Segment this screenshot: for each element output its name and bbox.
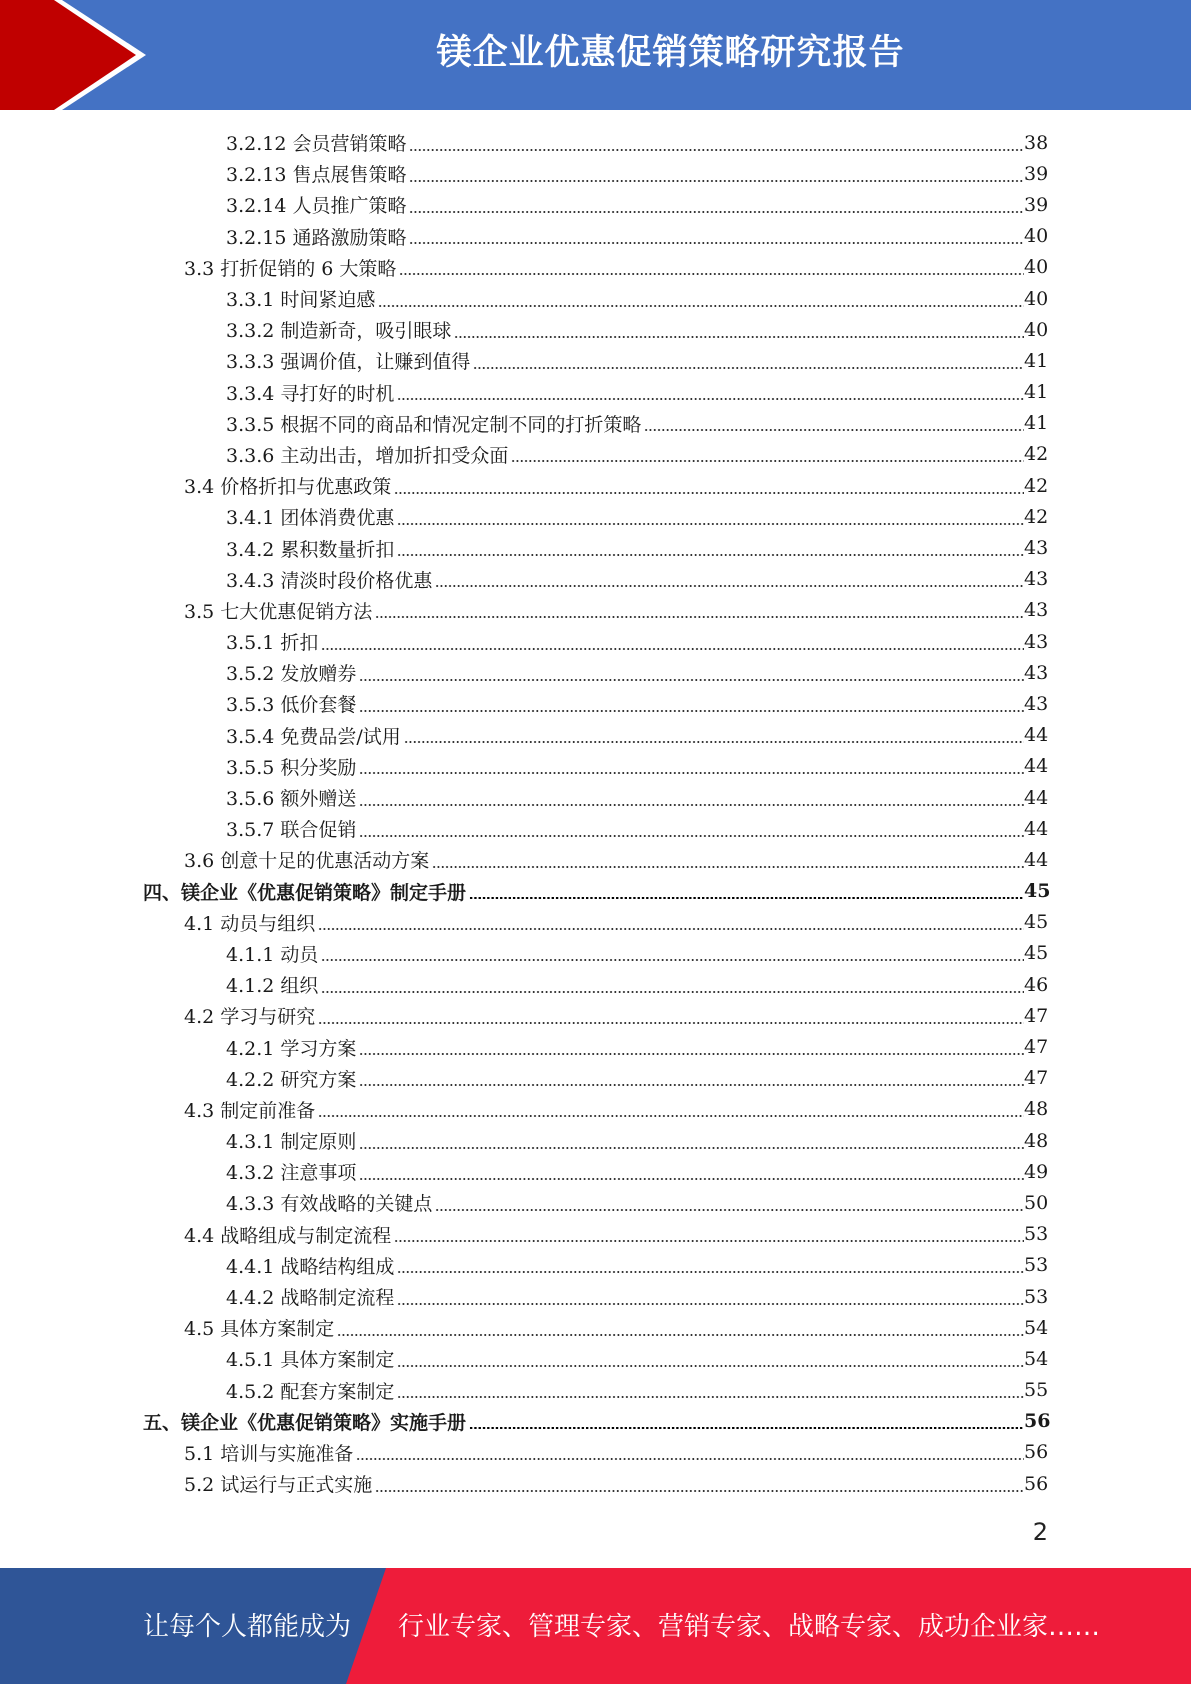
toc-entry[interactable] <box>0 595 1191 626</box>
toc-entry[interactable] <box>0 1187 1191 1218</box>
toc-entry-label: 4.3 制定前准备 <box>184 1099 316 1122</box>
toc-entry-label: 3.3.4 寻打好的时机 <box>226 382 395 405</box>
toc-dot-leader <box>378 305 1024 307</box>
toc-dot-leader <box>397 1303 1024 1305</box>
toc-entry[interactable] <box>0 189 1191 220</box>
toc-dot-leader <box>359 804 1024 806</box>
toc-dot-leader <box>397 554 1024 556</box>
toc-entry-label: 四、镁企业《优惠促销策略》制定手册 <box>143 881 467 904</box>
toc-entry-page: 56 <box>1024 1441 1049 1464</box>
toc-dot-leader <box>318 928 1024 930</box>
toc-entry-page: 54 <box>1024 1347 1049 1370</box>
toc-dot-leader <box>321 991 1024 993</box>
toc-entry-page: 53 <box>1024 1223 1049 1246</box>
toc-entry-label: 3.2.12 会员营销策略 <box>226 133 407 156</box>
toc-entry[interactable] <box>0 532 1191 563</box>
toc-entry-label: 3.2.15 通路激励策略 <box>226 226 407 249</box>
toc-dot-leader <box>397 523 1024 525</box>
toc-dot-leader <box>397 1365 1024 1367</box>
toc-dot-leader <box>359 1147 1024 1149</box>
toc-entry-label: 3.6 创意十足的优惠活动方案 <box>184 850 430 873</box>
toc-entry-label: 3.5.1 折扣 <box>226 632 319 655</box>
toc-entry[interactable] <box>0 1406 1191 1437</box>
toc-dot-leader <box>394 1240 1024 1242</box>
toc-entry[interactable] <box>0 314 1191 345</box>
toc-dot-leader <box>359 679 1024 681</box>
toc-entry-page: 39 <box>1024 193 1049 216</box>
toc-entry-label: 4.5 具体方案制定 <box>184 1318 335 1341</box>
toc-entry[interactable] <box>0 844 1191 875</box>
toc-dot-leader <box>454 336 1024 338</box>
toc-entry-page: 48 <box>1024 1129 1049 1152</box>
toc-entry[interactable] <box>0 283 1191 314</box>
toc-entry-page: 38 <box>1024 131 1049 154</box>
toc-dot-leader <box>321 959 1024 961</box>
toc-dot-leader <box>397 398 1024 400</box>
page-number: 2 <box>1032 1518 1048 1546</box>
toc-entry[interactable] <box>0 876 1191 907</box>
toc-entry-label: 4.4 战略组成与制定流程 <box>184 1224 392 1247</box>
toc-dot-leader <box>359 710 1024 712</box>
toc-entry[interactable] <box>0 1219 1191 1250</box>
toc-dot-leader <box>337 1334 1024 1336</box>
toc-dot-leader <box>318 1022 1024 1024</box>
toc-entry-label: 3.5.6 额外赠送 <box>226 788 357 811</box>
toc-entry-page: 48 <box>1024 1098 1049 1121</box>
toc-entry[interactable] <box>0 1375 1191 1406</box>
toc-entry[interactable] <box>0 1000 1191 1031</box>
toc-entry[interactable] <box>0 564 1191 595</box>
toc-entry-label: 4.2 学习与研究 <box>184 1006 316 1029</box>
toc-dot-leader <box>435 1209 1024 1211</box>
toc-entry-label: 3.3.5 根据不同的商品和情况定制不同的打折策略 <box>226 413 642 436</box>
toc-entry-page: 47 <box>1024 1067 1049 1090</box>
toc-entry-page: 47 <box>1024 1004 1049 1027</box>
toc-entry[interactable] <box>0 408 1191 439</box>
toc-entry-label: 3.5.7 联合促销 <box>226 819 357 842</box>
toc-entry[interactable] <box>0 345 1191 376</box>
toc-entry-label: 4.2.2 研究方案 <box>226 1068 357 1091</box>
toc-dot-leader <box>359 1053 1024 1055</box>
toc-dot-leader <box>356 1458 1024 1460</box>
toc-entry-label: 4.3.1 制定原则 <box>226 1131 357 1154</box>
toc-entry[interactable] <box>0 938 1191 969</box>
toc-entry-page: 50 <box>1024 1191 1049 1214</box>
toc-entry-page: 49 <box>1024 1160 1049 1183</box>
toc-entry-page: 40 <box>1024 225 1049 248</box>
toc-dot-leader <box>359 1084 1024 1086</box>
toc-entry-label: 4.3.2 注意事项 <box>226 1162 357 1185</box>
toc-entry-page: 44 <box>1024 817 1049 840</box>
toc-entry[interactable] <box>0 1437 1191 1468</box>
toc-entry-page: 45 <box>1024 942 1049 965</box>
toc-dot-leader <box>375 616 1024 618</box>
toc-dot-leader <box>469 1427 1024 1429</box>
toc-entry-label: 3.3.6 主动出击，增加折扣受众面 <box>226 444 509 467</box>
toc-dot-leader <box>473 367 1024 369</box>
toc-entry-label: 3.5.3 低价套餐 <box>226 694 357 717</box>
toc-dot-leader <box>469 897 1024 899</box>
page-footer <box>0 1568 1191 1684</box>
toc-entry-page: 41 <box>1024 381 1049 404</box>
toc-dot-leader <box>359 1178 1024 1180</box>
toc-entry[interactable] <box>0 377 1191 408</box>
toc-entry-label: 3.5.4 免费品尝/试用 <box>226 725 401 748</box>
toc-entry-label: 4.5.1 具体方案制定 <box>226 1349 395 1372</box>
toc-entry[interactable] <box>0 751 1191 782</box>
toc-entry[interactable] <box>0 439 1191 470</box>
toc-dot-leader <box>409 211 1024 213</box>
toc-entry[interactable] <box>0 1063 1191 1094</box>
toc-entry-page: 40 <box>1024 318 1049 341</box>
toc-entry[interactable] <box>0 1281 1191 1312</box>
toc-entry-page: 43 <box>1024 568 1049 591</box>
toc-dot-leader <box>404 741 1024 743</box>
report-title: 镁企业优惠促销策略研究报告 <box>436 33 905 73</box>
table-of-contents <box>0 127 1191 1499</box>
toc-entry-label: 4.1 动员与组织 <box>184 912 316 935</box>
toc-entry-page: 55 <box>1024 1379 1049 1402</box>
toc-dot-leader <box>321 648 1024 650</box>
toc-entry-label: 3.3.2 制造新奇，吸引眼球 <box>226 320 452 343</box>
toc-entry-label: 3.2.13 售点展售策略 <box>226 164 407 187</box>
toc-dot-leader <box>409 149 1024 151</box>
toc-dot-leader <box>644 429 1024 431</box>
toc-dot-leader <box>399 273 1024 275</box>
toc-entry-label: 3.3 打折促销的 6 大策略 <box>184 257 397 280</box>
toc-entry[interactable] <box>0 720 1191 751</box>
toc-dot-leader <box>394 492 1024 494</box>
toc-entry[interactable] <box>0 688 1191 719</box>
toc-entry-page: 42 <box>1024 443 1049 466</box>
toc-entry-label: 五、镁企业《优惠促销策略》实施手册 <box>143 1411 467 1434</box>
toc-entry-page: 44 <box>1024 848 1049 871</box>
toc-entry[interactable] <box>0 221 1191 252</box>
toc-entry[interactable] <box>0 158 1191 189</box>
toc-entry-label: 3.4.2 累积数量折扣 <box>226 538 395 561</box>
toc-entry-page: 43 <box>1024 599 1049 622</box>
toc-entry-page: 53 <box>1024 1285 1049 1308</box>
toc-entry[interactable] <box>0 127 1191 158</box>
toc-entry-page: 41 <box>1024 412 1049 435</box>
toc-entry-label: 4.2.1 学习方案 <box>226 1037 357 1060</box>
toc-entry-label: 3.4 价格折扣与优惠政策 <box>184 476 392 499</box>
toc-entry[interactable] <box>0 969 1191 1000</box>
toc-entry[interactable] <box>0 1468 1191 1499</box>
toc-entry-label: 3.4.1 团体消费优惠 <box>226 507 395 530</box>
toc-entry-label: 5.2 试运行与正式实施 <box>184 1474 373 1497</box>
toc-entry-page: 40 <box>1024 256 1049 279</box>
toc-entry[interactable] <box>0 782 1191 813</box>
toc-entry-page: 39 <box>1024 162 1049 185</box>
toc-entry-label: 3.3.3 强调价值，让赚到值得 <box>226 351 471 374</box>
toc-entry-label: 4.5.2 配套方案制定 <box>226 1380 395 1403</box>
toc-entry-page: 46 <box>1024 973 1049 996</box>
footer-slogan-right: 行业专家、管理专家、营销专家、战略专家、成功企业家…… <box>398 1612 1101 1642</box>
toc-entry-page: 43 <box>1024 661 1049 684</box>
toc-entry-label: 3.3.1 时间紧迫感 <box>226 289 376 312</box>
footer-slogan-left: 让每个人都能成为 <box>143 1612 352 1642</box>
toc-entry-page: 56 <box>1024 1472 1049 1495</box>
toc-entry-label: 4.1.1 动员 <box>226 943 319 966</box>
toc-entry[interactable] <box>0 1250 1191 1281</box>
toc-entry-page: 47 <box>1024 1036 1049 1059</box>
toc-entry-page: 43 <box>1024 537 1049 560</box>
toc-entry-label: 3.5.5 积分奖励 <box>226 756 357 779</box>
toc-dot-leader <box>435 585 1024 587</box>
toc-entry-page: 41 <box>1024 349 1049 372</box>
toc-entry[interactable] <box>0 657 1191 688</box>
toc-entry[interactable] <box>0 1094 1191 1125</box>
toc-entry-page: 42 <box>1024 474 1049 497</box>
toc-entry-label: 4.1.2 组织 <box>226 975 319 998</box>
toc-entry-label: 4.4.2 战略制定流程 <box>226 1287 395 1310</box>
toc-entry-label: 3.4.3 清淡时段价格优惠 <box>226 569 433 592</box>
toc-entry-page: 44 <box>1024 724 1049 747</box>
toc-entry[interactable] <box>0 501 1191 532</box>
toc-dot-leader <box>432 866 1024 868</box>
toc-dot-leader <box>397 1271 1024 1273</box>
toc-dot-leader <box>511 460 1024 462</box>
toc-entry-label: 4.3.3 有效战略的关键点 <box>226 1193 433 1216</box>
toc-entry-label: 3.2.14 人员推广策略 <box>226 195 407 218</box>
toc-entry[interactable] <box>0 1031 1191 1062</box>
toc-entry-page: 45 <box>1024 880 1051 903</box>
toc-entry-label: 5.1 培训与实施准备 <box>184 1442 354 1465</box>
toc-entry[interactable] <box>0 813 1191 844</box>
toc-entry-label: 3.5.2 发放赠券 <box>226 663 357 686</box>
toc-entry-page: 54 <box>1024 1316 1049 1339</box>
toc-entry-page: 44 <box>1024 786 1049 809</box>
toc-entry[interactable] <box>0 1156 1191 1187</box>
toc-entry[interactable] <box>0 252 1191 283</box>
toc-entry-page: 43 <box>1024 692 1049 715</box>
toc-entry[interactable] <box>0 626 1191 657</box>
toc-dot-leader <box>318 1115 1024 1117</box>
toc-entry[interactable] <box>0 470 1191 501</box>
toc-entry-page: 53 <box>1024 1254 1049 1277</box>
toc-entry-page: 56 <box>1024 1410 1051 1433</box>
toc-dot-leader <box>409 180 1024 182</box>
toc-dot-leader <box>359 772 1024 774</box>
toc-dot-leader <box>375 1490 1024 1492</box>
toc-dot-leader <box>409 242 1024 244</box>
toc-entry[interactable] <box>0 1312 1191 1343</box>
toc-entry-page: 45 <box>1024 911 1049 934</box>
toc-entry[interactable] <box>0 1343 1191 1374</box>
toc-entry-label: 4.4.1 战略结构组成 <box>226 1255 395 1278</box>
toc-dot-leader <box>359 835 1024 837</box>
toc-entry-label: 3.5 七大优惠促销方法 <box>184 600 373 623</box>
toc-entry-page: 43 <box>1024 630 1049 653</box>
toc-entry-page: 42 <box>1024 505 1049 528</box>
toc-entry[interactable] <box>0 907 1191 938</box>
toc-entry-page: 40 <box>1024 287 1049 310</box>
toc-entry[interactable] <box>0 1125 1191 1156</box>
toc-dot-leader <box>397 1396 1024 1398</box>
toc-entry-page: 44 <box>1024 755 1049 778</box>
page-header <box>0 0 1191 110</box>
